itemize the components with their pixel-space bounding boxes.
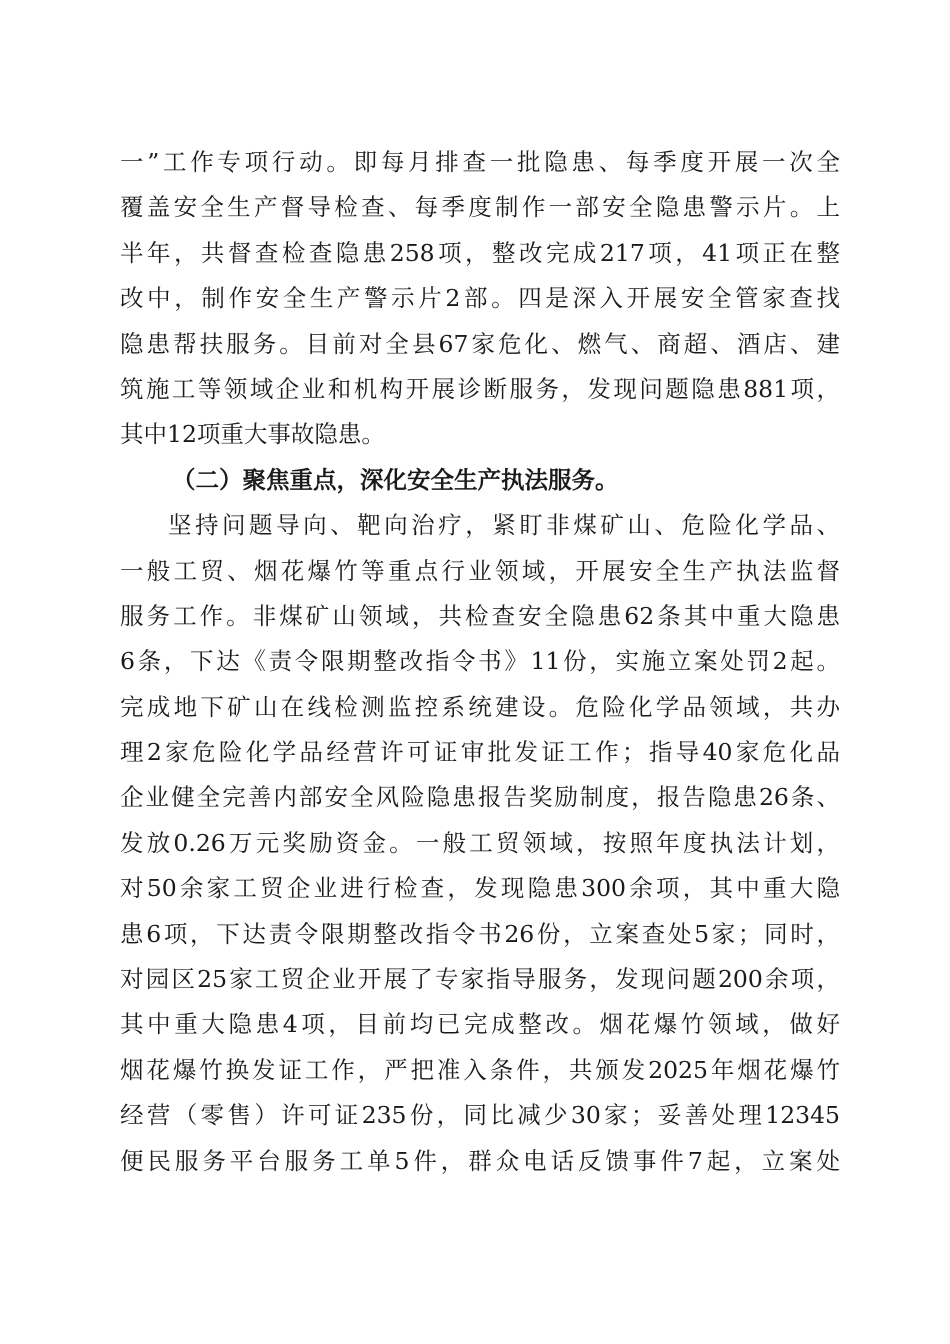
- text-line: 覆盖安全生产督导检查、每季度制作一部安全隐患警示片。上: [120, 193, 840, 222]
- text-line: 坚持问题导向、靶向治疗，紧盯非煤矿山、危险化学品、: [168, 511, 840, 540]
- text-line: 对50余家工贸企业进行检查，发现隐患300余项，其中重大隐: [120, 874, 840, 903]
- text-line: 隐患帮扶服务。目前对全县67家危化、燃气、商超、酒店、建: [120, 329, 840, 358]
- text-line: 理2家危险化学品经营许可证审批发证工作；指导40家危化品: [120, 738, 840, 767]
- text-line: 患6项，下达责令限期整改指令书26份，立案查处5家；同时，: [120, 919, 840, 948]
- text-line: 筑施工等领域企业和机构开展诊断服务，发现问题隐患881项，: [120, 374, 840, 403]
- paragraph-continuation: [120, 140, 840, 458]
- text-line: 6条，下达《责令限期整改指令书》11份，实施立案处罚2起。: [120, 647, 840, 676]
- text-line: 一”工作专项行动。即每月排查一批隐患、每季度开展一次全: [120, 148, 840, 176]
- paragraph-enforcement: [120, 503, 840, 1184]
- text-line: 一般工贸、烟花爆竹等重点行业领域，开展安全生产执法监督: [120, 556, 840, 585]
- text-line: 完成地下矿山在线检测监控系统建设。危险化学品领域，共办: [120, 692, 840, 721]
- text-line: 经营（零售）许可证235份，同比减少30家；妥善处理12345: [120, 1101, 840, 1130]
- text-line: 半年，共督查检查隐患258项，整改完成217项，41项正在整: [120, 238, 840, 267]
- text-line: 其中12项重大事故隐患。: [120, 420, 385, 449]
- text-line: 便民服务平台服务工单5件，群众电话反馈事件7起，立案处: [120, 1146, 840, 1175]
- text-line: 发放0.26万元奖励资金。一般工贸领域，按照年度执法计划，: [120, 828, 840, 857]
- section-heading: （二）聚焦重点，深化安全生产执法服务。: [172, 465, 619, 494]
- text-line: 改中，制作安全生产警示片2部。四是深入开展安全管家查找: [120, 284, 840, 313]
- text-line: 其中重大隐患4项，目前均已完成整改。烟花爆竹领域，做好: [120, 1010, 840, 1039]
- text-line: 服务工作。非煤矿山领域，共检查安全隐患62条其中重大隐患: [120, 601, 840, 630]
- document-body: [120, 140, 840, 1184]
- text-line: 企业健全完善内部安全风险隐患报告奖励制度，报告隐患26条、: [120, 783, 840, 812]
- text-line: 对园区25家工贸企业开展了专家指导服务，发现问题200余项，: [120, 965, 840, 994]
- text-line: 烟花爆竹换发证工作，严把准入条件，共颁发2025年烟花爆竹: [120, 1055, 840, 1084]
